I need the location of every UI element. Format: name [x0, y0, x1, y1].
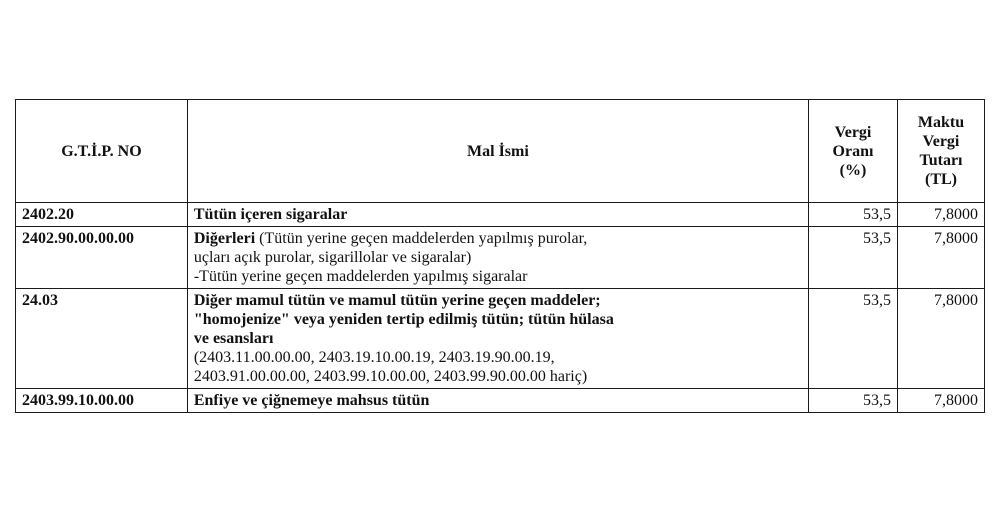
header-name: Mal İsmi	[187, 100, 808, 203]
header-amount-line: Maktu	[917, 114, 965, 131]
header-amount-line: Vergi	[922, 133, 960, 150]
row-name-line: Diğer mamul tütün ve mamul tütün yerine geçen maddeler;	[193, 292, 601, 309]
row-amount: 7,8000	[898, 227, 985, 289]
row-name	[187, 227, 808, 289]
header-amount-line: Tutarı	[919, 152, 963, 169]
row-code: 2403.99.10.00.00	[16, 389, 188, 413]
row-name: Enfiye ve çiğnemeye mahsus tütün	[187, 389, 808, 413]
row-rate: 53,5	[808, 389, 897, 413]
row-rate: 53,5	[808, 289, 897, 389]
table-row	[16, 227, 985, 289]
row-name-line: uçları açık purolar, sigarillolar ve sigaralar)	[193, 249, 472, 266]
row-name-rest: (Tütün yerine geçen maddelerden yapılmış purolar,	[255, 230, 588, 247]
row-code: 24.03	[16, 289, 188, 389]
row-name-line: 2403.91.00.00.00, 2403.99.10.00.00, 2403.99.90.00.00 hariç)	[193, 368, 588, 385]
row-name: Tütün içeren sigaralar	[187, 203, 808, 227]
row-name-line: "homojenize" veya yeniden tertip edilmiş tütün; tütün hülasa	[193, 311, 614, 328]
header-code: G.T.İ.P. NO	[16, 100, 188, 203]
row-name-line: (2403.11.00.00.00, 2403.19.10.00.19, 2403.19.90.00.19,	[193, 349, 555, 366]
header-rate-line: Vergi	[834, 123, 872, 141]
row-name-bold: Diğerleri	[193, 230, 256, 247]
header-amount-line: (TL)	[925, 171, 957, 188]
row-name	[187, 289, 808, 389]
header-amount	[898, 100, 985, 203]
row-amount: 7,8000	[898, 203, 985, 227]
row-rate: 53,5	[808, 227, 897, 289]
header-rate-line: (%)	[839, 161, 867, 179]
row-amount: 7,8000	[898, 389, 985, 413]
row-amount: 7,8000	[898, 289, 985, 389]
row-rate: 53,5	[808, 203, 897, 227]
row-name-line	[194, 229, 802, 248]
row-code: 2402.20	[16, 203, 188, 227]
row-code: 2402.90.00.00.00	[16, 227, 188, 289]
table-row	[16, 203, 985, 227]
table-row	[16, 389, 985, 413]
tax-rate-table	[15, 99, 985, 413]
table-row	[16, 289, 985, 389]
header-row	[16, 100, 985, 203]
header-rate-line: Oranı	[832, 142, 874, 160]
header-rate	[808, 100, 897, 203]
row-name-line: -Tütün yerine geçen maddelerden yapılmış sigaralar	[193, 268, 528, 285]
row-name-line: ve esansları	[193, 330, 274, 347]
